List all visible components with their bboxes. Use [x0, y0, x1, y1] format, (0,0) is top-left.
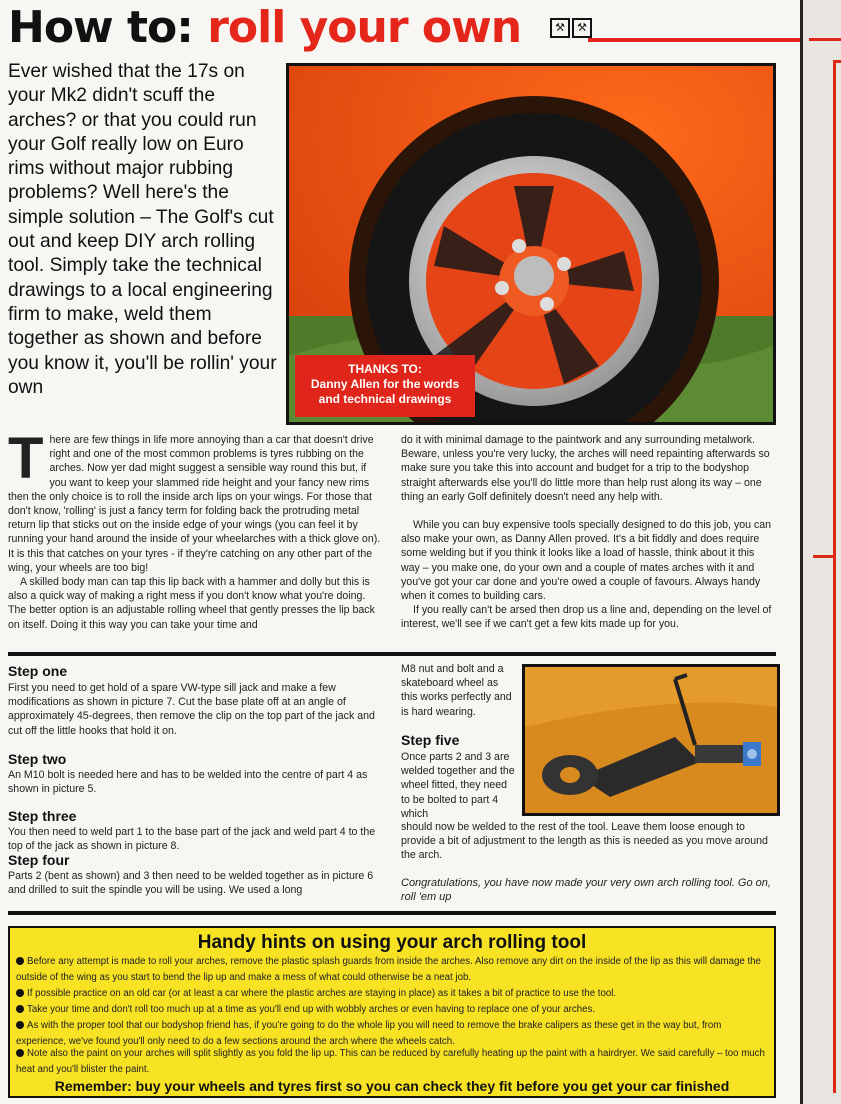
adjacent-page-rule: [809, 38, 841, 41]
credits-box: [295, 355, 475, 417]
section-divider: [8, 911, 776, 915]
credits-line: and technical drawings: [318, 392, 452, 406]
hint-item: Before any attempt is made to roll your arches, remove the plastic splash guards from inside the arches. Also remove any dirt on the inside of the lip as this will damage the outside of the wing as you start to bend the lip up and make a mess of what could otherwise be a neat job.: [16, 956, 761, 983]
step-three-text: You then need to weld part 1 to the base part of the jack and weld part 4 to the top of the jack as shown in picture 8.: [8, 826, 376, 853]
arch-rolling-tool-illustration: [525, 667, 777, 813]
article-paragraph: do it with minimal damage to the paintwork and any surrounding metalwork. Beware, unless you're very lucky, the arches will need repainting afterwards so make sure you take this into account and budget for a trip to the bodyshop straight afterwards else you'll do little more than help rust along its way – one thing an early Golf definitely doesn't need any help with.: [401, 434, 770, 503]
step-five-text: Once parts 2 and 3 are welded together and the wheel fitted, they need to be bolted to part 4 which: [401, 751, 515, 820]
hint-item: Take your time and don't roll too much up at a time as you'll end up with wobbly arches or even having to replace one of your arches.: [16, 1002, 772, 1018]
handy-hints-box: [8, 926, 776, 1098]
step-five-continued: should now be welded to the rest of the tool. Leave them loose enough to provide a bit of adjustment to the length as this is needed as you move around the arch.: [401, 821, 768, 862]
step-two-text: An M10 bolt is needed here and has to be welded into the centre of part 4 as shown in picture 5.: [8, 769, 368, 796]
hint-item: If possible practice on an old car (or at least a car where the plastic arches are staying in place) as it takes a bit of practice to use the tool.: [16, 986, 772, 1002]
step-four-continued: M8 nut and bolt and a skateboard wheel as this works perfectly and is hard wearing.: [401, 663, 512, 718]
credits-line: Danny Allen for the words: [310, 377, 460, 391]
article-column-1: [8, 426, 383, 632]
intro-text: Ever wished that the 17s on your Mk2 didn't scuff the arches? or that you could run your Golf really low on Euro rims without major rubbing problems? Well here's the simple solution – The Golf's cut out and keep DIY arch rolling tool. Simply take the technical drawings to a local engineering firm to make, weld them together as shown and before you know it, you'll be rollin' your own: [8, 61, 277, 398]
adjacent-page-divider: [813, 555, 833, 598]
spanner-icon: ⚒: [572, 18, 592, 38]
article-column-2: [401, 433, 773, 632]
article-paragraph: If you really can't be arsed then drop us a line and, depending on the level of interest, we'll see if we can't get a few kits made up for you.: [401, 604, 772, 631]
article-paragraph: here are few things in life more annoying than a car that doesn't drive right and one of the most common problems is tyres rubbing on the arches. Now yer dad might suggest a sensible way round this but, if you want to keep your slammed ride height and your fancy new rims then the only choice is to roll the inside arch lips on your wings. For those that don't know, 'rolling' is just a fancy term for folding back the protruding metal return lip that sticks out on the inside edge of your wings (you can feel it by running your hand around the inside of your wheelarches with a thick glove on). It is this that catches on your tyres - if they're catching on any other part of the wing, your wheels are too big!: [8, 434, 381, 574]
bullet-icon: [16, 1021, 24, 1029]
step-five-heading: Step five: [401, 732, 460, 748]
article-paragraph: While you can buy expensive tools specially designed to do this job, you can also make your own, as Danny Allen proved. It's a bit fiddly and does require some welding but if you think it looks like a load of hassle, think about it this way – you make one, do your own and a couple of mates arches with it and you've got your car done and you're owed a couple of favours. Always handy when it comes to building cars.: [401, 519, 772, 603]
remember-note: Remember: buy your wheels and tyres first so you can check they fit before you get your car finished: [54, 1078, 730, 1094]
adjacent-page-frame: [833, 60, 841, 1093]
hint-item: As with the proper tool that our bodyshop friend has, if you're going to do the whole lip you will need to remove the brake calipers as these get in the way but, from experience, we've found you'll only need to do a few sections around the arch where the wheels catch.: [16, 1020, 722, 1047]
step-one-heading: Step one: [8, 663, 68, 679]
bullet-icon: [16, 1005, 24, 1013]
adjacent-page-edge: [800, 0, 841, 1104]
title-highlight: roll your own: [207, 2, 522, 53]
article-title: [8, 2, 521, 53]
section-divider: [8, 652, 776, 656]
step-four-text: Parts 2 (bent as shown) and 3 then need to be welded together as in picture 6 and drilled to suit the spindle you will be using. We used a long: [8, 870, 374, 897]
hints-title: Handy hints on using your arch rolling tool: [197, 932, 587, 953]
bullet-icon: [16, 957, 24, 965]
title-underline: [588, 38, 800, 42]
article-paragraph: A skilled body man can tap this lip back with a hammer and dolly but this is also a quick way of making a right mess if you don't know what you're doing. The better option is an adjustable rolling wheel that gently presses the lip back on itself. Doing it this way you can take your time and: [8, 576, 375, 631]
spanner-icon: ⚒: [550, 18, 570, 38]
step-one-text: First you need to get hold of a spare VW-type sill jack and make a few modifications as shown in picture 7. Cut the base plate off at an angle of approximately 45-degrees, then remove the clip on the top part of the jack and cut off the little hooks that hold it on.: [8, 682, 375, 737]
bullet-icon: [16, 989, 24, 997]
step-four-heading: Step four: [8, 852, 70, 868]
bullet-icon: [16, 1049, 24, 1057]
hint-item: Note also the paint on your arches will split slightly as you fold the lip up. This can be reduced by carefully heating up the paint with a hairdryer. We said carefully – too much heat and you'll blister the paint.: [16, 1048, 765, 1075]
drop-cap: T: [8, 426, 44, 491]
title-prefix: How to:: [8, 2, 193, 53]
tool-photo: [522, 664, 780, 816]
congratulations-note: Congratulations, you have now made your very own arch rolling tool. Go on, roll 'em up: [401, 877, 771, 903]
credits-heading: THANKS TO:: [348, 362, 422, 376]
difficulty-icons: [550, 18, 592, 38]
step-two-heading: Step two: [8, 751, 67, 767]
step-three-heading: Step three: [8, 808, 77, 824]
